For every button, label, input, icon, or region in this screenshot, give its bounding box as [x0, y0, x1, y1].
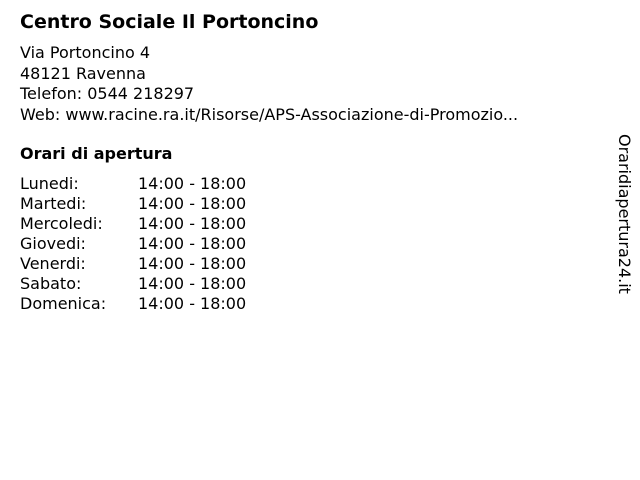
time-range: 14:00 - 18:00	[138, 174, 247, 193]
phone-line[interactable]: Telefon: 0544 218297	[20, 84, 195, 103]
day-label: Lunedi:	[20, 174, 79, 193]
day-label: Domenica:	[20, 294, 107, 313]
time-range: 14:00 - 18:00	[138, 254, 247, 273]
place-title: Centro Sociale Il Portoncino	[20, 11, 319, 33]
time-range: 14:00 - 18:00	[138, 274, 247, 293]
day-label: Giovedi:	[20, 234, 86, 253]
time-range: 14:00 - 18:00	[138, 194, 247, 213]
site-brand-vertical[interactable]: Oraridiapertura24.it	[615, 134, 634, 294]
day-label: Mercoledi:	[20, 214, 103, 233]
day-label: Sabato:	[20, 274, 82, 293]
opening-hours-heading: Orari di apertura	[20, 144, 173, 163]
web-line[interactable]: Web: www.racine.ra.it/Risorse/APS-Associazione-di-Promozio...	[20, 104, 519, 124]
hours-row-tuesday	[20, 194, 280, 214]
street-address: Via Portoncino 4	[20, 43, 151, 62]
hours-row-wednesday	[20, 214, 280, 234]
day-label: Martedi:	[20, 194, 87, 213]
hours-row-saturday	[20, 274, 280, 294]
time-range: 14:00 - 18:00	[138, 214, 247, 233]
time-range: 14:00 - 18:00	[138, 234, 247, 253]
address-block	[20, 43, 518, 125]
hours-row-thursday	[20, 234, 280, 254]
hours-row-monday	[20, 174, 280, 194]
time-range: 14:00 - 18:00	[138, 294, 247, 313]
hours-row-sunday	[20, 294, 280, 314]
city-line: 48121 Ravenna	[20, 63, 146, 83]
opening-hours-list	[20, 174, 280, 314]
hours-row-friday	[20, 254, 280, 274]
day-label: Venerdi:	[20, 254, 86, 273]
